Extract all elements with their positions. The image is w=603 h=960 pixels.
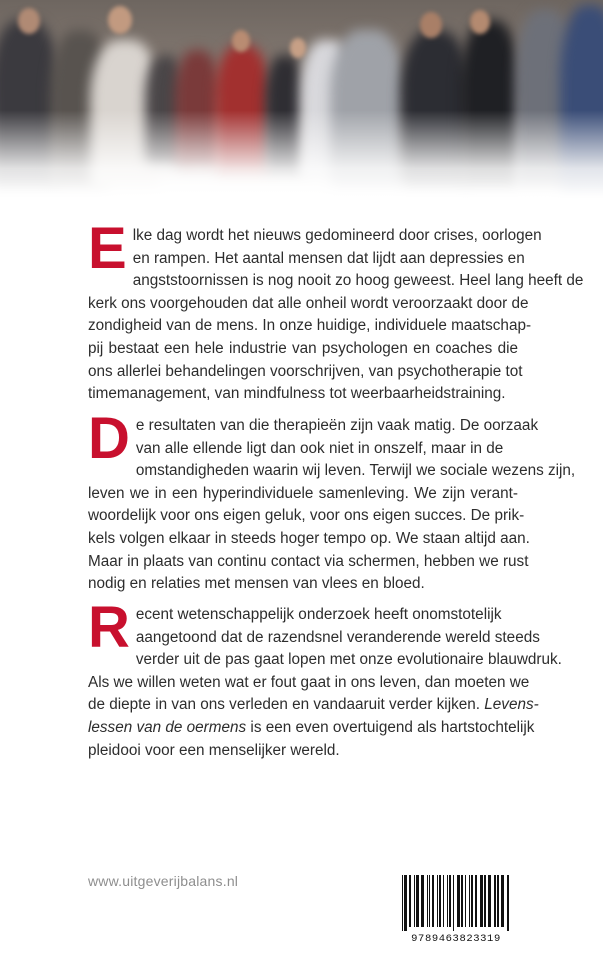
barcode-bar: [457, 875, 460, 927]
barcode-bar: [461, 875, 463, 927]
crowd-photo: [0, 0, 603, 200]
isbn-barcode: [396, 871, 516, 949]
text-line: woordelijk voor ons eigen geluk, voor ons eigen succes. De prik-: [88, 507, 525, 525]
text-line: [88, 717, 535, 740]
barcode-bar: [449, 875, 451, 927]
book-title-part: lessen van de oermens: [88, 718, 247, 736]
text-line: van alle ellende ligt dan ook niet in onszelf, maar in de: [135, 439, 504, 457]
paragraph-3: [88, 595, 562, 762]
text-line: e resultaten van die therapieën zijn vaak matig. De oorzaak: [135, 417, 539, 434]
text-line: Maar in plaats van continu contact via schermen, hebben we rust: [88, 552, 529, 570]
barcode-bar: [465, 875, 466, 927]
text-line: [88, 694, 539, 717]
text-fragment: is een even overtuigend als hartstochtelijk: [246, 718, 535, 736]
text-line: kerk ons voorgehouden dat alle onheil wordt veroorzaakt door de: [88, 294, 529, 312]
barcode-bar: [416, 875, 419, 927]
barcode-bar: [447, 875, 448, 927]
barcode-bar: [427, 875, 428, 927]
publisher-website: www.uitgeverijbalans.nl: [88, 873, 239, 889]
text-line: pij bestaat een hele industrie van psychologen en coaches die: [88, 339, 518, 357]
dropcap-r: R: [88, 595, 130, 660]
barcode-bar: [414, 875, 415, 927]
text-line: verder uit de pas gaat lopen met onze evolutionaire blauwdruk.: [135, 651, 562, 669]
barcode-bar: [488, 875, 491, 927]
text-line: lke dag wordt het nieuws gedomineerd door crises, oorlogen: [132, 227, 542, 244]
dropcap-d: D: [88, 406, 130, 471]
text-line: pleidooi voor een menselijker wereld.: [88, 741, 340, 759]
barcode-bar: [507, 875, 509, 931]
barcode-bar: [439, 875, 441, 927]
text-line: ons allerlei behandelingen voorschrijven, van psychotherapie tot: [88, 362, 523, 380]
paragraph-1: [88, 216, 584, 406]
barcode-bars: [400, 875, 512, 931]
barcode-bar: [497, 875, 499, 927]
barcode-bar: [429, 875, 430, 927]
text-line: kels volgen elkaar in steeds hoger tempo op. We staan altijd aan.: [88, 529, 530, 547]
barcode-bar: [469, 875, 470, 927]
barcode-bar: [471, 875, 473, 927]
barcode-bar: [404, 875, 407, 931]
barcode-bar: [421, 875, 424, 927]
isbn-digits: 9789463823319: [411, 933, 501, 945]
text-line: leven we in een hyperindividuele samenleving. We zijn verant-: [88, 484, 518, 502]
text-line: en rampen. Het aantal mensen dat lijdt aan depressies en: [132, 249, 525, 267]
text-fragment: de diepte in van ons verleden en vandaaruit verder kijken.: [88, 696, 481, 714]
barcode-bar: [453, 875, 454, 931]
paragraph-2: [88, 406, 576, 596]
text-line: timemanagement, van mindfulness tot weerbaarheidstraining.: [88, 385, 506, 403]
text-line: zondigheid van de mens. In onze huidige, individuele maatschap-: [88, 317, 532, 335]
barcode-bar: [437, 875, 438, 927]
barcode-bar: [475, 875, 477, 927]
barcode-bar: [484, 875, 486, 927]
barcode-bar: [443, 875, 444, 927]
text-line: ecent wetenschappelijk onderzoek heeft onomstotelijk: [135, 606, 502, 623]
text-line: nodig en relaties met mensen van vlees en bloed.: [88, 575, 425, 593]
text-line: omstandigheden waarin wij leven. Terwijl we sociale wezens zijn,: [135, 462, 576, 480]
barcode-bar: [402, 875, 403, 931]
text-line: Als we willen weten wat er fout gaat in ons leven, dan moeten we: [88, 673, 530, 691]
text-line: aangetoond dat de razendsnel veranderende wereld steeds: [135, 628, 540, 646]
barcode-bar: [432, 875, 434, 927]
dropcap-e: E: [88, 216, 127, 281]
text-line: angststoornissen is nog nooit zo hoog geweest. Heel lang heeft de: [132, 272, 584, 290]
barcode-bar: [501, 875, 504, 927]
barcode-bar: [409, 875, 411, 927]
book-title-part: Levens-: [484, 696, 539, 714]
barcode-bar: [480, 875, 483, 927]
barcode-bar: [494, 875, 496, 927]
